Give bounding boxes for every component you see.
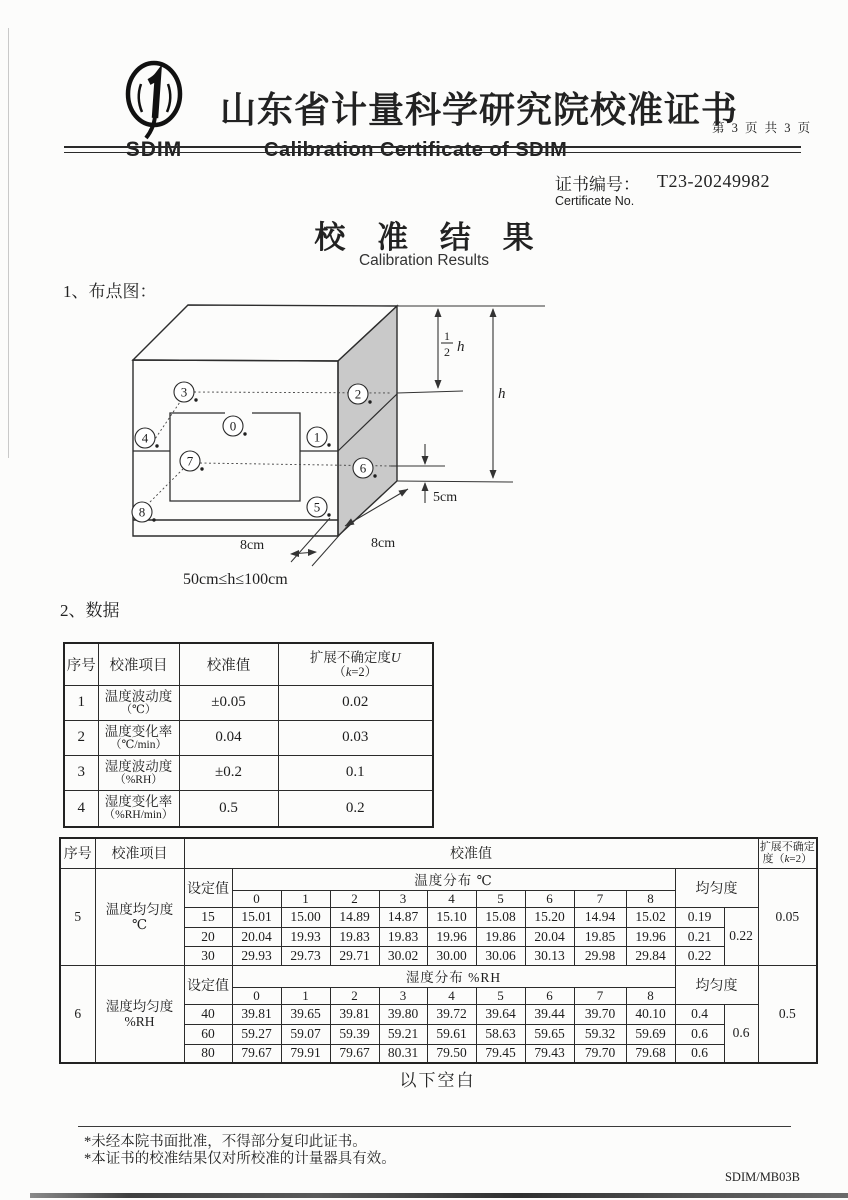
- t1-header-item: 校准项目: [98, 643, 179, 685]
- row-no: 3: [64, 755, 98, 790]
- uniformity-cell: 0.4: [675, 1004, 724, 1024]
- hum-value-cell: 39.65: [281, 1004, 330, 1024]
- certificate-no-label-en: Certificate No.: [555, 194, 635, 208]
- temp-value-cell: 15.01: [232, 907, 281, 927]
- point-5-label: 5: [313, 499, 321, 515]
- point-8-label: 8: [138, 504, 146, 520]
- table1-row: [64, 685, 433, 720]
- certificate-no-value: T23-20249982: [657, 171, 770, 191]
- temp-value-cell: 19.86: [476, 927, 525, 946]
- table1-row: [64, 790, 433, 827]
- t1-header-no: 序号: [64, 643, 98, 685]
- hum-value-cell: 40.10: [626, 1004, 675, 1024]
- hum-value-cell: 39.64: [476, 1004, 525, 1024]
- temp-value-cell: 20.04: [232, 927, 281, 946]
- setpoint-cell: 20: [184, 927, 232, 946]
- row-no: 1: [64, 685, 98, 720]
- half-h-numerator: 1: [444, 329, 450, 343]
- row-item: 温度波动度 （℃）: [98, 685, 179, 720]
- position-cell: 5: [476, 987, 525, 1004]
- temp-value-cell: 14.89: [330, 907, 379, 927]
- uniformity-cell: 0.6: [675, 1044, 724, 1063]
- footer-note-2: *本证书的校准结果仅对所校准的计量器具有效。: [84, 1151, 396, 1167]
- uniformity-cell: 0.22: [675, 946, 724, 965]
- temp-value-cell: 15.02: [626, 907, 675, 927]
- summary-table: [63, 642, 434, 828]
- temp-value-cell: 19.83: [330, 927, 379, 946]
- position-cell: 0: [232, 890, 281, 907]
- hum-setpoint-header: 设定值: [184, 965, 232, 1004]
- temp-value-cell: 15.08: [476, 907, 525, 927]
- point-3-label: 3: [180, 384, 188, 400]
- section-2-heading: 2、数据: [60, 601, 120, 620]
- row-no: 2: [64, 720, 98, 755]
- point-layout-diagram: [95, 296, 555, 596]
- hum-value-cell: 79.45: [476, 1044, 525, 1063]
- hum-value-cell: 39.81: [330, 1004, 379, 1024]
- results-title: 校 准 结 果: [314, 220, 546, 255]
- temp-value-cell: 29.84: [626, 946, 675, 965]
- temp-value-cell: 19.96: [626, 927, 675, 946]
- row-uncertainty: 0.02: [278, 685, 433, 720]
- height-range-label: 50cm≤h≤100cm: [183, 571, 288, 588]
- footer-note-1: *未经本院书面批准，不得部分复印此证书。: [84, 1134, 367, 1150]
- hum-no: 6: [60, 965, 95, 1063]
- scan-bottom-strip: [30, 1193, 848, 1198]
- uniformity-cell: 0.6: [675, 1024, 724, 1044]
- temp-value-cell: 15.10: [427, 907, 476, 927]
- temp-value-cell: 30.13: [525, 946, 574, 965]
- position-cell: 8: [626, 890, 675, 907]
- box-right-face: [338, 306, 397, 536]
- t2-header-uncertainty: 扩展不确定 度（k=2）: [758, 838, 817, 868]
- temp-dist-label: 温度分布 ℃: [232, 868, 675, 890]
- temp-value-cell: 29.71: [330, 946, 379, 965]
- temp-value-cell: 15.00: [281, 907, 330, 927]
- hum-value-cell: 59.21: [379, 1024, 427, 1044]
- t1-header-uncertainty: 扩展不确定度U （k=2）: [278, 643, 433, 685]
- setpoint-cell: 80: [184, 1044, 232, 1063]
- row-value: ±0.05: [179, 685, 278, 720]
- point-1-label: 1: [313, 429, 321, 445]
- hum-dist-label: 湿度分布 %RH: [232, 965, 675, 987]
- setpoint-cell: 40: [184, 1004, 232, 1024]
- point-6-label: 6: [359, 460, 367, 476]
- table1-row: [64, 720, 433, 755]
- five-cm-label: 5cm: [433, 490, 458, 505]
- temp-value-cell: 29.98: [574, 946, 626, 965]
- temp-value-cell: 14.94: [574, 907, 626, 927]
- hum-uniformity-header: 均匀度: [675, 965, 758, 1004]
- position-cell: 3: [379, 987, 427, 1004]
- temp-value-cell: 15.20: [525, 907, 574, 927]
- temp-value-cell: 19.96: [427, 927, 476, 946]
- hum-value-cell: 79.70: [574, 1044, 626, 1063]
- row-item: 温度变化率 （℃/min）: [98, 720, 179, 755]
- position-cell: 0: [232, 987, 281, 1004]
- hum-dist-header-row: [60, 965, 817, 987]
- position-cell: 3: [379, 890, 427, 907]
- page-title-en: Calibration Certificate of SDIM: [264, 139, 568, 161]
- hum-value-cell: 59.61: [427, 1024, 476, 1044]
- temp-no: 5: [60, 868, 95, 965]
- point-2-label: 2: [354, 386, 362, 402]
- position-cell: 7: [574, 890, 626, 907]
- hum-value-cell: 59.27: [232, 1024, 281, 1044]
- hum-uncertainty: 0.5: [758, 965, 817, 1063]
- row-uncertainty: 0.03: [278, 720, 433, 755]
- header-divider-thin: [64, 152, 801, 153]
- hum-value-cell: 80.31: [379, 1044, 427, 1063]
- hum-value-cell: 39.72: [427, 1004, 476, 1024]
- blank-below-note: 以下空白: [399, 1071, 476, 1090]
- hum-value-cell: 58.63: [476, 1024, 525, 1044]
- hum-value-cell: 79.68: [626, 1044, 675, 1063]
- certificate-no-label: 证书编号：: [555, 175, 640, 194]
- page-title: 山东省计量科学研究院校准证书: [220, 90, 739, 130]
- temp-value-cell: 30.02: [379, 946, 427, 965]
- temp-value-cell: 30.00: [427, 946, 476, 965]
- position-cell: 4: [427, 987, 476, 1004]
- temp-uniformity-header: 均匀度: [675, 868, 758, 907]
- temp-value-cell: 29.93: [232, 946, 281, 965]
- position-cell: 6: [525, 890, 574, 907]
- row-uncertainty: 0.2: [278, 790, 433, 827]
- section-1-heading: 1、布点图：: [63, 282, 157, 301]
- temp-setpoint-header: 设定值: [184, 868, 232, 907]
- position-cell: 8: [626, 987, 675, 1004]
- setpoint-cell: 15: [184, 907, 232, 927]
- form-code: SDIM/MB03B: [724, 1170, 800, 1184]
- position-cell: 5: [476, 890, 525, 907]
- half-h-denominator: 2: [444, 345, 450, 359]
- temp-item: 温度均匀度 ℃: [95, 868, 184, 965]
- position-cell: 7: [574, 987, 626, 1004]
- temp-value-cell: 19.93: [281, 927, 330, 946]
- hum-value-cell: 39.70: [574, 1004, 626, 1024]
- t2-header-value: 校准值: [184, 838, 758, 868]
- sdim-logo-icon: [122, 60, 186, 144]
- row-value: ±0.2: [179, 755, 278, 790]
- logo-text: SDIM: [125, 138, 183, 161]
- row-item: 湿度变化率 （%RH/min）: [98, 790, 179, 827]
- temp-overall-uniformity: 0.22: [724, 907, 758, 965]
- h-dimension-label: h: [498, 386, 506, 402]
- position-cell: 2: [330, 987, 379, 1004]
- hum-value-cell: 39.44: [525, 1004, 574, 1024]
- hum-value-cell: 79.91: [281, 1044, 330, 1063]
- hum-item: 湿度均匀度 %RH: [95, 965, 184, 1063]
- position-cell: 4: [427, 890, 476, 907]
- table1-row: [64, 755, 433, 790]
- position-cell: 1: [281, 890, 330, 907]
- eight-cm-side-label: 8cm: [371, 536, 396, 551]
- setpoint-cell: 30: [184, 946, 232, 965]
- page-number-info: 第 3 页 共 3 页: [712, 121, 813, 135]
- position-cell: 1: [281, 987, 330, 1004]
- position-cell: 6: [525, 987, 574, 1004]
- point-4-label: 4: [141, 430, 149, 446]
- temp-value-cell: 19.83: [379, 927, 427, 946]
- uniformity-table: [59, 837, 818, 1064]
- table2-header-row: [60, 838, 817, 868]
- eight-cm-front-label: 8cm: [240, 538, 265, 553]
- footer-divider: [78, 1126, 791, 1127]
- temp-value-cell: 29.73: [281, 946, 330, 965]
- t2-header-no: 序号: [60, 838, 95, 868]
- t1-header-value: 校准值: [179, 643, 278, 685]
- hum-value-cell: 79.67: [232, 1044, 281, 1063]
- row-item: 湿度波动度 （%RH）: [98, 755, 179, 790]
- temp-dist-header-row: [60, 868, 817, 890]
- hum-overall-uniformity: 0.6: [724, 1004, 758, 1063]
- row-value: 0.04: [179, 720, 278, 755]
- hum-value-cell: 39.81: [232, 1004, 281, 1024]
- setpoint-cell: 60: [184, 1024, 232, 1044]
- hum-value-cell: 79.67: [330, 1044, 379, 1063]
- hum-value-cell: 59.69: [626, 1024, 675, 1044]
- temp-value-cell: 30.06: [476, 946, 525, 965]
- hum-value-cell: 59.32: [574, 1024, 626, 1044]
- row-value: 0.5: [179, 790, 278, 827]
- uniformity-cell: 0.19: [675, 907, 724, 927]
- hum-value-cell: 79.43: [525, 1044, 574, 1063]
- temp-value-cell: 14.87: [379, 907, 427, 927]
- results-title-en: Calibration Results: [358, 252, 490, 269]
- hum-value-cell: 59.65: [525, 1024, 574, 1044]
- position-cell: 2: [330, 890, 379, 907]
- temp-uncertainty: 0.05: [758, 868, 817, 965]
- hum-value-cell: 39.80: [379, 1004, 427, 1024]
- point-0-label: 0: [229, 418, 237, 434]
- hum-value-cell: 79.50: [427, 1044, 476, 1063]
- row-no: 4: [64, 790, 98, 827]
- temp-value-cell: 20.04: [525, 927, 574, 946]
- header-divider: [64, 146, 801, 148]
- hum-value-cell: 59.07: [281, 1024, 330, 1044]
- point-7-label: 7: [186, 453, 194, 469]
- half-h-var: h: [457, 339, 465, 355]
- temp-value-cell: 19.85: [574, 927, 626, 946]
- table1-header-row: [64, 643, 433, 685]
- uniformity-cell: 0.21: [675, 927, 724, 946]
- hum-value-cell: 59.39: [330, 1024, 379, 1044]
- t2-header-item: 校准项目: [95, 838, 184, 868]
- row-uncertainty: 0.1: [278, 755, 433, 790]
